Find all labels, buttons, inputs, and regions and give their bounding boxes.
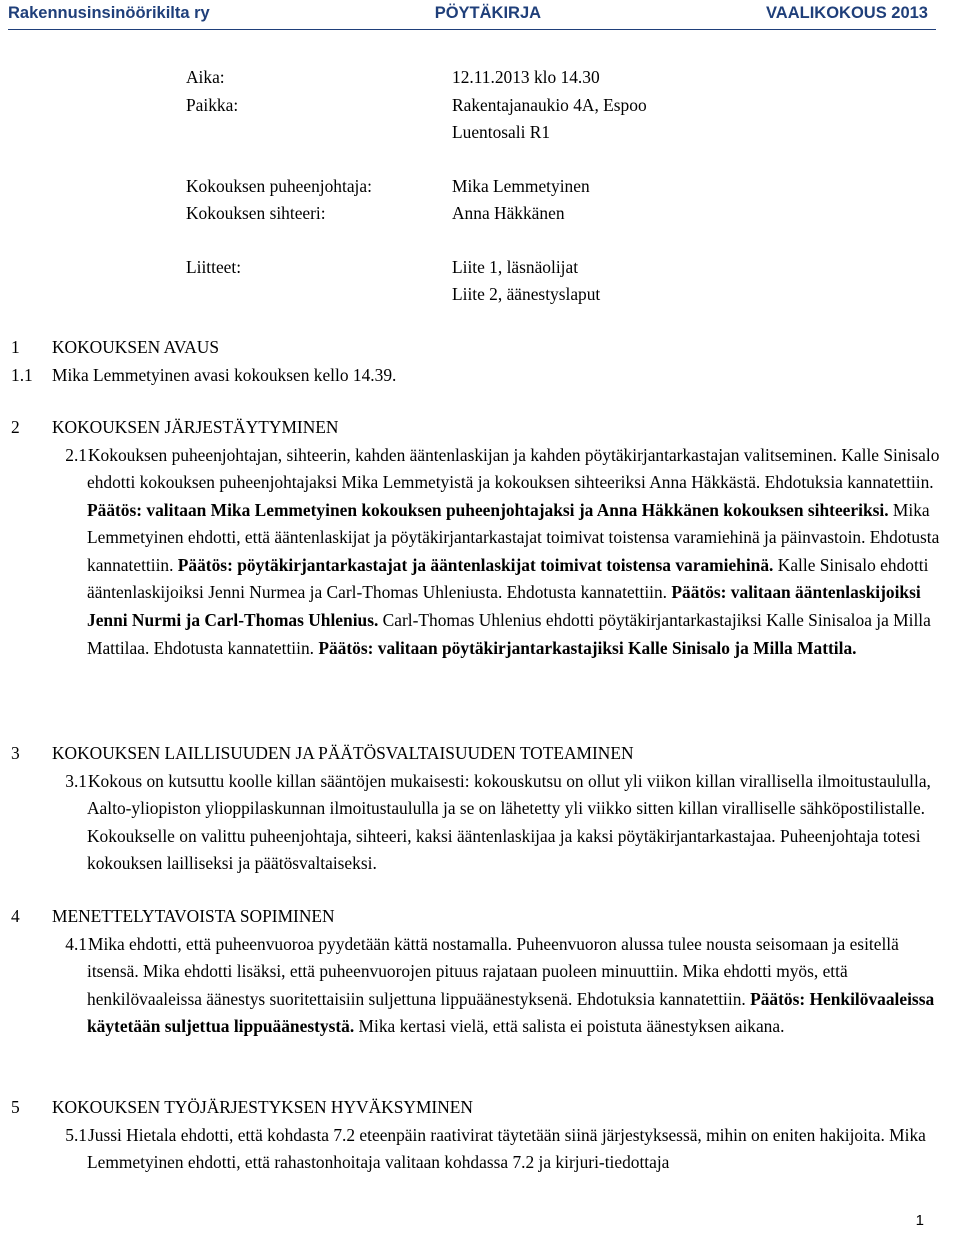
header-doc-type: PÖYTÄKIRJA xyxy=(434,4,542,22)
place-label: Paikka: xyxy=(186,94,239,115)
subsection-text: Mika ehdotti, että puheenvuoroa pyydetään kättä nostamalla. Puheenvuoron alussa tulee nousta seisomaan ja esitellä itsensä. Mika ehdotti lisäksi, että puheenvuorojen pituus rajataan puoleen minuuttiin. Mika ehdotti myös, että henkilövaaleissa äänestys suoritettaisiin suljettuna lippuäänestyksenä. Ehdotuksia kannatettiin. Päätös: Henkilövaaleissa käytetään suljettua lippuäänestystä. Mika kertasi vielä, että salista ei poistuta äänestyksen aikana. xyxy=(87,933,935,1037)
section-number: 4 xyxy=(11,906,20,926)
section-5 xyxy=(11,1094,951,1177)
section-heading xyxy=(11,334,951,362)
secretary-value: Anna Häkkänen xyxy=(452,203,565,223)
decision: Päätös: pöytäkirjantarkastajat ja ääntenlaskijat toimivat toistensa varamiehinä. xyxy=(177,554,774,575)
subsection-text: Mika Lemmetyinen avasi kokouksen kello 14.39. xyxy=(52,364,397,385)
subsection-number: 4.1 xyxy=(65,933,87,954)
subsection-number: 5.1 xyxy=(65,1124,87,1145)
header-meeting: VAALIKOKOUS 2013 xyxy=(766,4,928,22)
meta-row-room xyxy=(186,119,786,147)
subsection-5-1 xyxy=(11,1122,951,1177)
decision: Päätös: valitaan pöytäkirjantarkastajiksi Kalle Sinisalo ja Milla Mattila. xyxy=(318,637,857,658)
section-title: KOKOUKSEN LAILLISUUDEN JA PÄÄTÖSVALTAISUUDEN TOTEAMINEN xyxy=(52,743,634,763)
meta-row-attachments xyxy=(186,254,786,282)
meeting-info xyxy=(186,64,786,309)
section-title: MENETTELYTAVOISTA SOPIMINEN xyxy=(52,906,335,926)
chair-label: Kokouksen puheenjohtaja: xyxy=(186,175,372,196)
section-3 xyxy=(11,740,951,878)
chair-value: Mika Lemmetyinen xyxy=(452,175,590,196)
section-heading xyxy=(11,903,951,931)
header-org: Rakennusinsinöörikilta ry xyxy=(8,4,210,22)
section-number: 3 xyxy=(11,743,20,763)
section-title: KOKOUKSEN AVAUS xyxy=(52,337,220,357)
subsection-text: Jussi Hietala ehdotti, että kohdasta 7.2 eteenpäin raativirat täytetään siinä järjestyksessä, mihin on eniten hakijoita. Mika Lemmetyinen ehdotti, että rahastonhoitaja valitaan kohdassa 7.2 ja kirjuri-tiedottaja xyxy=(87,1124,926,1173)
meta-row-attachment-2 xyxy=(186,281,786,309)
page-number: 1 xyxy=(915,1212,924,1229)
section-heading xyxy=(11,1094,951,1122)
section-title: KOKOUKSEN TYÖJÄRJESTYKSEN HYVÄKSYMINEN xyxy=(52,1097,473,1117)
secretary-label: Kokouksen sihteeri: xyxy=(186,203,326,223)
attachment-1: Liite 1, läsnäolijat xyxy=(452,256,579,277)
subsection-text: Kokouksen puheenjohtajan, sihteerin, kahden ääntenlaskijan ja kahden pöytäkirjantarkastajan valitseminen. Kalle Sinisalo ehdotti kokouksen puheenjohtajaksi Mika Lemmetyistä ja kokouksen sihteeriksi Anna Häkkästä. Ehdotuksia kannatettiin. Päätös: valitaan Mika Lemmetyinen kokouksen puheenjohtajaksi ja Anna Häkkänen kokouksen sihteeriksi. Mika Lemmetyinen ehdotti, että ääntenlaskijat ja pöytäkirjantarkastajat toimivat toistensa varamiehinä ja päinvastoin. Ehdotusta kannatettiin. Päätös: pöytäkirjantarkastajat ja ääntenlaskijat toimivat toistensa varamiehinä. Kalle Sinisalo ehdotti ääntenlaskijoiksi Jenni Nurmea ja Carl-Thomas Uhleniusta. Ehdotusta kannatettiin. Päätös: valitaan ääntenlaskijoiksi Jenni Nurmi ja Carl-Thomas Uhlenius. Carl-Thomas Uhlenius ehdotti pöytäkirjantarkastajiksi Kalle Sinisaloa ja Milla Mattilaa. Ehdotusta kannatettiin. Päätös: valitaan pöytäkirjantarkastajiksi Kalle Sinisalo ja Milla Mattila. xyxy=(87,444,940,658)
time-label: Aika: xyxy=(186,67,225,87)
subsection-1-1 xyxy=(11,362,951,390)
attachment-2: Liite 2, äänestyslaput xyxy=(452,284,601,304)
subsection-4-1 xyxy=(11,931,951,1041)
place-value: Rakentajanaukio 4A, Espoo xyxy=(452,94,647,115)
section-number: 5 xyxy=(11,1097,20,1117)
subsection-number: 1.1 xyxy=(11,364,33,385)
room-value: Luentosali R1 xyxy=(452,122,551,142)
section-number: 1 xyxy=(11,337,20,357)
subsection-2-1 xyxy=(11,442,951,663)
section-4 xyxy=(11,903,951,1041)
section-1 xyxy=(11,334,951,389)
subsection-3-1 xyxy=(11,768,951,878)
subsection-number: 3.1 xyxy=(65,770,87,791)
attachments-label: Liitteet: xyxy=(186,256,242,277)
subsection-text: Kokous on kutsuttu koolle killan sääntöjen mukaisesti: kokouskutsu on ollut yli viikon killan virallisella ilmoitustaululla, Aalto-yliopiston ylioppilaskunnan ilmoitustaululla ja se on lähetetty yli viikko sitten killan viralliselle sähköpostilistalle. Kokoukselle on valittu puheenjohtaja, sihteeri, kaksi ääntenlaskijaa ja kaksi pöytäkirjantarkastajaa. Puheenjohtaja totesi kokouksen lailliseksi ja päätösvaltaiseksi. xyxy=(87,770,931,874)
decision: Päätös: Henkilövaaleissa käytetään suljettua lippuäänestystä. xyxy=(87,988,935,1037)
meta-row-secretary xyxy=(186,200,786,228)
section-2 xyxy=(11,414,951,662)
subsection-number: 2.1 xyxy=(65,444,87,465)
section-title: KOKOUKSEN JÄRJESTÄYTYMINEN xyxy=(52,417,339,437)
meta-row-place xyxy=(186,92,786,120)
decision: Päätös: valitaan Mika Lemmetyinen kokouksen puheenjohtajaksi ja Anna Häkkänen kokouksen sihteeriksi. xyxy=(87,499,889,520)
meta-row-time xyxy=(186,64,786,92)
page-header xyxy=(8,4,928,26)
meta-row-chair xyxy=(186,173,786,201)
section-number: 2 xyxy=(11,417,20,437)
section-heading xyxy=(11,740,951,768)
time-value: 12.11.2013 klo 14.30 xyxy=(452,67,600,87)
header-divider xyxy=(8,29,936,30)
decision: Päätös: valitaan ääntenlaskijoiksi Jenni Nurmi ja Carl-Thomas Uhlenius. xyxy=(87,582,921,631)
section-heading xyxy=(11,414,951,442)
